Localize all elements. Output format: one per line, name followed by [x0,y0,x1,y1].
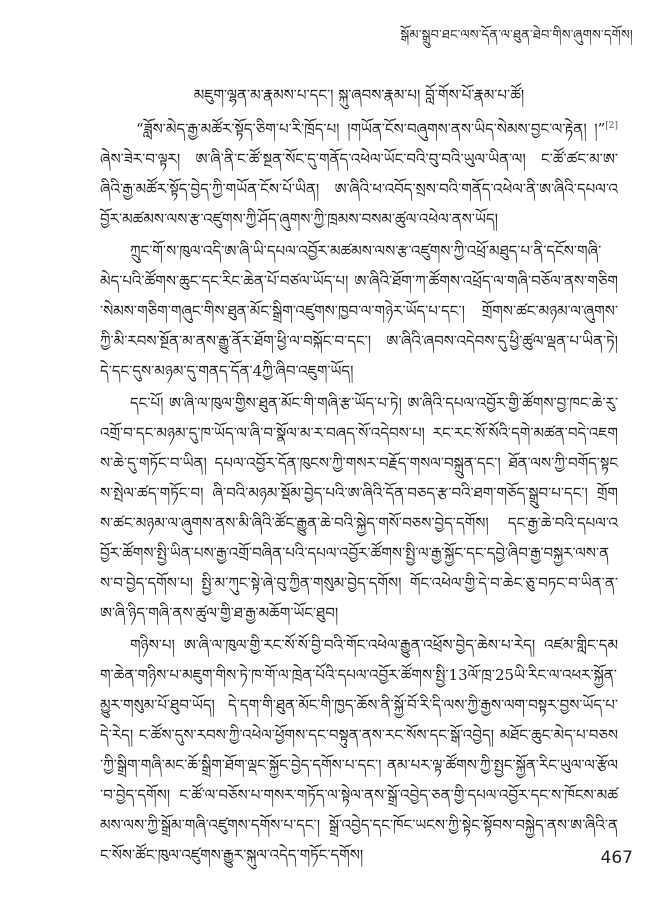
page-number: 467 [600,848,633,868]
body-paragraph: ཀྲུང་གོ་ས་ཁུལ་འདི་ཨ་ཞི་ཡི་དཔལ་འབྱོར་མཚམས་ལས་རྩ་འཛུགས་ཀྱི་འཕྲོ་མཐུད་པ་ནི་དངོས་གཞི་མེད་པའི་ཚོགས་ཆུང་དང་རིང་ཆེན་པོ་བཙལ་ཡོད་པ། ཨ་ཞིའི་ཐོག་ཀ་ཚོགས་འཕྲོད་ལ་གཞི་བཅོལ་ནས་གཅིག་སེམས་གཅིག་གཞུང་གིས་ཐུན་མོང་སྒྲིག་འཛུགས་ཁྱབ་ལ་གཉེར་ཡོད་པ་དང་། གྲོགས་ཚང་མཉམ་ལ་ཞུགས་ཀྱི་མི་རབས་སྔོན་མ་ནས་རྒྱུ་ནོར་ཐོག་ཕྱི་ལ་བསྐོང་བ་དང་། ཨ་ཞིའི་ཞབས་འདེབས་དུ་ཕྱི་ཚུལ་ལྡན་པ་ཡིན་ཏེ། དེ་དང་དུས་མཉམ་དུ་གནད་དོན་4ཀྱི་ཞིབ་འཇུག་ཡོད། [100,242,618,380]
open-quote: “ [136,120,144,138]
body-text [100,80,618,872]
body-paragraph: དང་པོ། ཨ་ཞི་ལ་ཁུལ་གྱིས་ཐུན་མོང་གི་གཞི་རྩ་ཡོད་པ་ཏེ། ཨ་ཞིའི་དཔལ་འབྱོར་གྱི་ཚོགས་བྱ་ཁང་ཆེ་རུ་འགྲོ་བ་དང་མཉམ་དུ་ཁ་ཡོད་ལ་ཞི་བ་སྣོལ་མ་ར་བཞད་སོ་འདེབས་པ། རང་རང་སོ་སོའི་དགེ་མཚན་བདེ་འཇགས་ཆེ་དུ་གཏོང་བ་ཡིན། དཔལ་འབྱོར་དོན་ཁུངས་ཀྱི་གསར་བརྗོད་གསལ་བསྐྲུན་དང་། ཐོན་ལས་ཀྱི་བགོད་སྟངས་སྤེལ་ཚད་གཏོང་བ། ཞི་བའི་མཉམ་སྡོམ་བྱེད་པའི་ཨ་ཞིའི་དོན་བཅད་རྩ་བའི་ཐག་གཅོད་སྒྲུབ་པ་དང་། གྲོགས་ཚང་མཉམ་ལ་ཞུགས་ནས་མི་ཞིའི་ཚོང་རྒྱུན་ཆེ་བའི་སྐྱེད་གསོ་བཅས་བྱེད་དགོས། དང་རྒྱ་ཆེ་བའི་དཔལ་འབྱོར་ཚོགས་སྤྱི་ཡིན་པས་རྒྱ་འགྲོ་བཞིན་པའི་དཔལ་འབྱོར་ཚོགས་སྤྱི་ལ་རྒྱ་སྐྱོང་དང་དབྱེ་ཞིབ་རྒྱ་བསྐྱར་ལས་ནས་བ་བྱེད་དགོས་པ། སྤྱི་མ་ཀུང་སྟེ་ཞེ་བུ་ཀྱིན་གསུམ་བྱེད་དགོས། གོང་འཕེལ་གྱི་དེ་བ་ཆེང་ཅུ་བཏང་བ་ཡིན་ན་ཨ་ཞི་ཉིད་གཞི་ནས་ཚུལ་གྱི་ཐ་རྒྱ་མཆོག་ཡོང་ཐུབ། [100,394,618,622]
close-quote: ” [597,120,606,138]
quote-text: ཟློས་མེད་རྒྱ་མཚོར་སྟོད་ཅིག་པ་རི་ཁྲོད་པ། །གཡོན་ངོས་བཞུགས་ནས་ཡིད་སེམས་བྱང་ལ་རྟེན། ། [143,120,598,138]
running-header: སྒོམ་སྒྲུབ་ཐང་ལས་དོན་ལ་ཐུན་ཐེབ་གིས་ཞུགས་དགོས། [400,28,633,43]
quote-continuation: ཞེས་ཟེར་བ་ལྟར། ཨ་ཞི་ནི་ང་ཚོ་སྔན་སོང་དུ་གནོད་འཕེལ་ཡོང་བའི་བུ་བའི་ཡུལ་ཡིན་ལ། ང་ཚོ་ཚང་མ་ཨ་ཞིའི་རྒྱ་མཚོར་སྟོད་བྱེད་ཀྱི་གཡོན་ངོས་པོ་ཡིན། ཨ་ཞིའི་ཕ་འབོད་སྲས་བའི་གནོད་འཕེལ་ནི་ཨ་ཞིའི་དཔལ་འབྱོར་མཚམས་ལས་རྩ་འཛུགས་ཀྱི་ཤོད་ཞུགས་ཀྱི་ཁྲམས་བསམ་ཚུལ་འཕེལ་ནས་ཡོད། [100,150,618,228]
footnote-marker: [2] [605,121,618,131]
body-paragraph: གཉིས་པ། ཨ་ཞི་ལ་ཁུལ་གྱི་རང་སོ་སོ་བྱི་བའི་གོང་འཕེལ་རྒྱུན་འཕྲོས་བྱེད་ཆེས་པ་རེད། འཛམ་གླིང་དམག་ཆེན་གཉིས་པ་མཇུག་གིས་ཏེ་ཁ་གོ་ལ་ཁྲེན་པོའི་དཔལ་འབྱོར་ཚོགས་སྤྱི་13ལོ་ཁྲ་25ཡི་རིང་ལ་འཕར་སྐྱོན་མྱུར་གསུམ་པོ་ཐུབ་ཡོད། དེ་དག་གི་ཐུན་མོང་གི་ཁྱད་ཆོས་ནི་སྐྱོ་བོ་རི་དི་ལས་ཀྱི་རྒྱས་ལག་བསྟར་བྱས་ཡོད་པ་དེ་རེད། ང་ཚོས་དུས་རབས་ཀྱི་འཕེལ་ཕྱོགས་དང་བསྟུན་ནས་རང་སོས་དང་སྒོ་འབྱེད། མཐོང་ཆུང་མེད་པ་བཅས་ཀྱི་སྒྲིག་གཞི་མང་ཆོ་སྒྲིག་ཐོག་ལྡང་སྐྱོང་བྱེད་དགོས་པ་དང་། ནམ་པར་ལྟ་ཚོགས་ཀྱི་སྤྱང་སྐྱོན་རིང་ཡུལ་ལ་རྩོལ་བ་བྱེད་དགོས། ང་ཚོ་ལ་བཅོས་པ་གསར་གཏོད་ལ་སྟེལ་ནས་སྒྲོ་འབྱེད་ཅན་གྱི་དཔལ་འབྱོར་དང་ས་ཁོངས་མཚམས་ལས་ཀྱི་སྒྲོམ་གཞི་འཛུགས་དགོས་པ་དང་། སྒྲོ་འབྱེད་དང་ཁོང་ཡངས་ཀྱི་སྟེང་སྟོབས་བསྐྱེད་ནས་ཨ་ཞིའི་ནང་སོས་ཚོང་ཁུལ་འཛུགས་རྒྱུར་སྐུལ་འདེད་གཏོང་དགོས། [100,636,618,864]
quote-paragraph [100,114,618,234]
section-subheading: མཇུག་ལྷན་མ་རྣམས་པ་དང་། སྐུ་ཞབས་རྣམ་པ། བློ་གོས་པོ་རྣམ་པ་ཚོ། [193,86,525,104]
